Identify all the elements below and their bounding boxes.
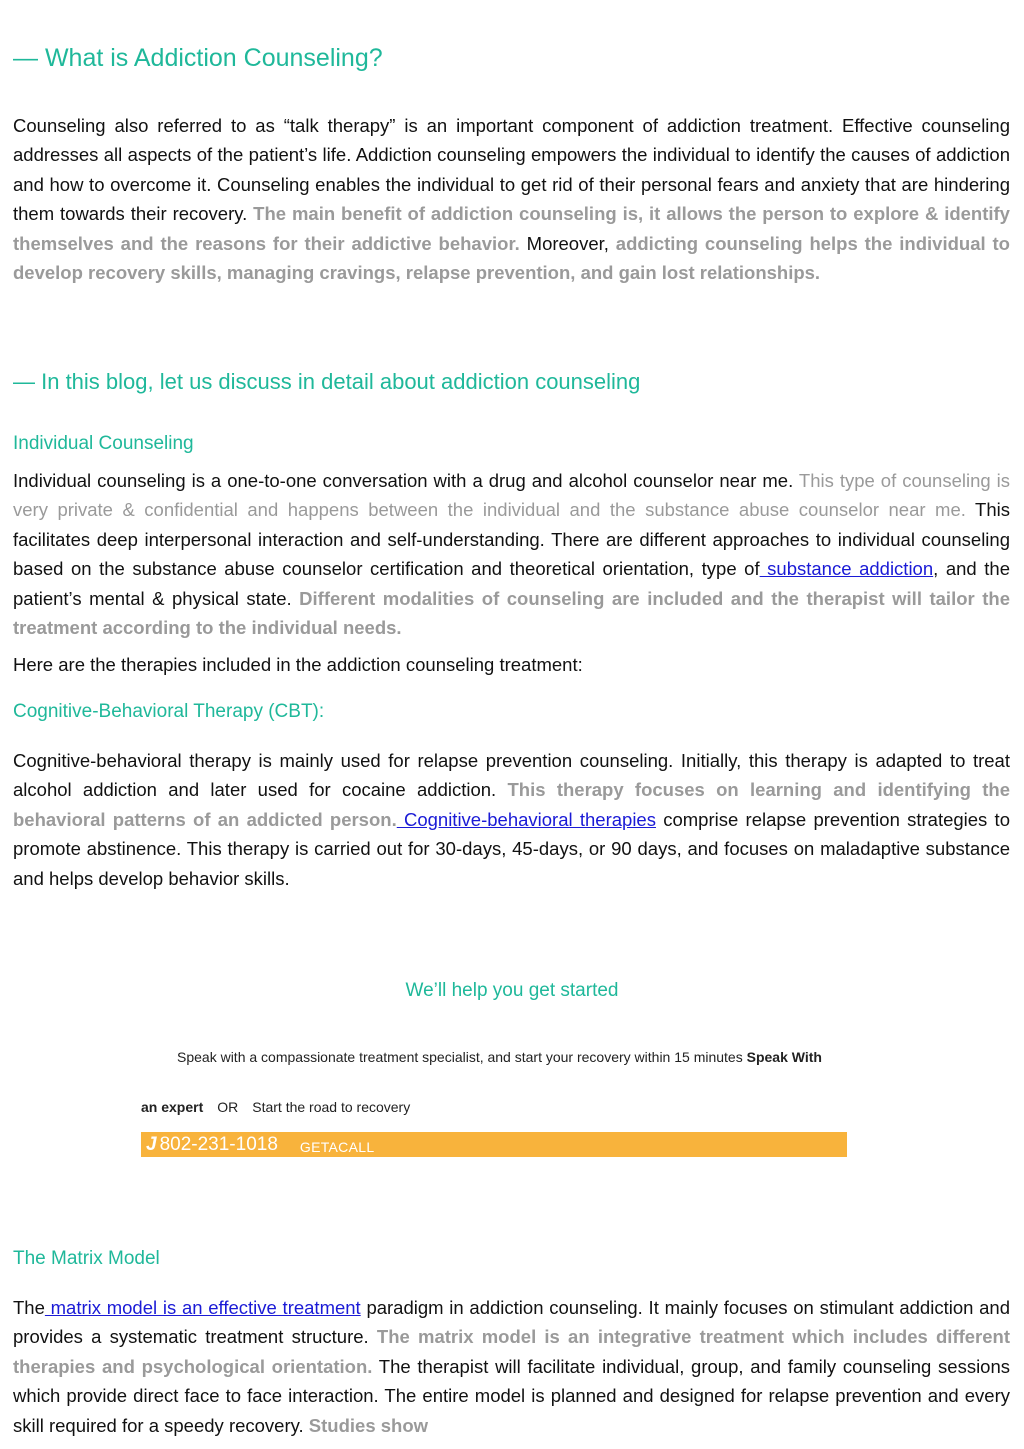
speak-with-expert-link[interactable]: Speak With (746, 1049, 822, 1065)
cbt-highlight: This therapy focuses on learning and identifying the behavioral patterns of an addicted person. (13, 779, 1010, 830)
speak-with-expert-link-2[interactable]: an expert (141, 1099, 204, 1115)
individual-paragraph (13, 466, 1010, 642)
individual-highlight: Different modalities of counseling are included and the therapist will tailor the treatment according to the individual needs. (13, 587, 1010, 639)
heading-individual-counseling: Individual Counseling (13, 433, 194, 454)
cbt-text-2: comprise relapse prevention strategies to promote abstinence. This therapy is carried out for 30-days, 45-days, or 90 days, and focuses on maladaptive substance and helps develop behavior skills. (13, 808, 1010, 889)
intro-paragraph (13, 111, 1010, 287)
or-separator: OR (217, 1099, 239, 1115)
intro-highlight: The main benefit of addiction counseling is, it allows the person to explore & identify themselves and the reasons for their addictive behavior. (13, 203, 1010, 254)
cta-subtitle-text: Speak with a compassionate treatment specialist, and start your recovery within 15 minutes (177, 1049, 747, 1065)
matrix-text-3: The therapist will facilitate individual, group, and family counseling sessions which provide direct face to face interaction. The entire model is planned and designed for relapse prevention and every skill required for a speedy recovery. (13, 1355, 1011, 1436)
phone-number: 802-231-1018 (159, 1133, 278, 1155)
therapies-intro: Here are the therapies included in the addiction counseling treatment: (13, 654, 583, 675)
call-bar[interactable] (141, 1132, 847, 1157)
individual-text-1: Individual counseling is a one-to-one conversation with a drug and alcohol counselor near me. (13, 470, 799, 491)
matrix-highlight-2: Studies show (308, 1414, 429, 1436)
matrix-text-1: The (13, 1297, 45, 1318)
start-road-text[interactable]: Start the road to recovery (252, 1099, 411, 1115)
cta-subtitle (177, 1049, 822, 1065)
individual-text-2: This facilitates deep interpersonal interaction and self-understanding. There are different approaches to individual counseling based on the substance abuse counselor certification and theoretical orientation, type of (13, 499, 1010, 580)
phone-number-button[interactable] (146, 1134, 278, 1156)
individual-muted: This type of counseling is very private & confidential and happens between the individual and the substance abuse counselor near me. (13, 470, 1011, 521)
matrix-highlight: The matrix model is an integrative treatment which includes different therapies and psychological orientation. (13, 1326, 1010, 1377)
matrix-text-2: paradigm in addiction counseling. It mainly focuses on stimulant addiction and provides a systematic treatment structure. (13, 1297, 1010, 1348)
cta-options (141, 1099, 410, 1115)
intro-text: Counseling also referred to as “talk therapy” is an important component of addiction treatment. Effective counseling addresses all aspects of the patient’s life. Addiction counseling empowers the individual to identify the causes of addiction and how to overcome it. Counseling enables the individual to get rid of their personal fears and anxiety that are hindering them towards their recovery. (13, 115, 1010, 225)
substance-addiction-link[interactable]: substance addiction (759, 558, 934, 580)
individual-text-3: , and the patient’s mental & physical state. (13, 558, 1010, 609)
section-heading-blog: — In this blog, let us discuss in detail about addiction counseling (13, 369, 641, 394)
cbt-paragraph (13, 746, 1010, 893)
cbt-text-1: Cognitive-behavioral therapy is mainly used for relapse prevention counseling. Initially, this therapy is adapted to treat alcohol addiction and later used for cocaine addiction. (13, 750, 1010, 801)
heading-cbt: Cognitive-Behavioral Therapy (CBT): (13, 701, 325, 722)
section-heading-what-is: — What is Addiction Counseling? (13, 44, 383, 72)
cbt-link[interactable]: Cognitive-behavioral therapies (396, 808, 656, 830)
matrix-paragraph (13, 1293, 1010, 1440)
matrix-model-link[interactable]: matrix model is an effective treatment (44, 1297, 361, 1318)
heading-matrix-model: The Matrix Model (13, 1248, 160, 1269)
phone-icon: J (146, 1133, 157, 1155)
get-a-call-button[interactable]: GETACALL (299, 1138, 375, 1155)
intro-highlight-2: addicting counseling helps the individual to develop recovery skills, managing cravings, relapse prevention, and gain lost relationships. (13, 232, 1010, 284)
cta-title: We’ll help you get started (405, 980, 619, 1001)
intro-moreover: Moreover, (519, 232, 616, 254)
